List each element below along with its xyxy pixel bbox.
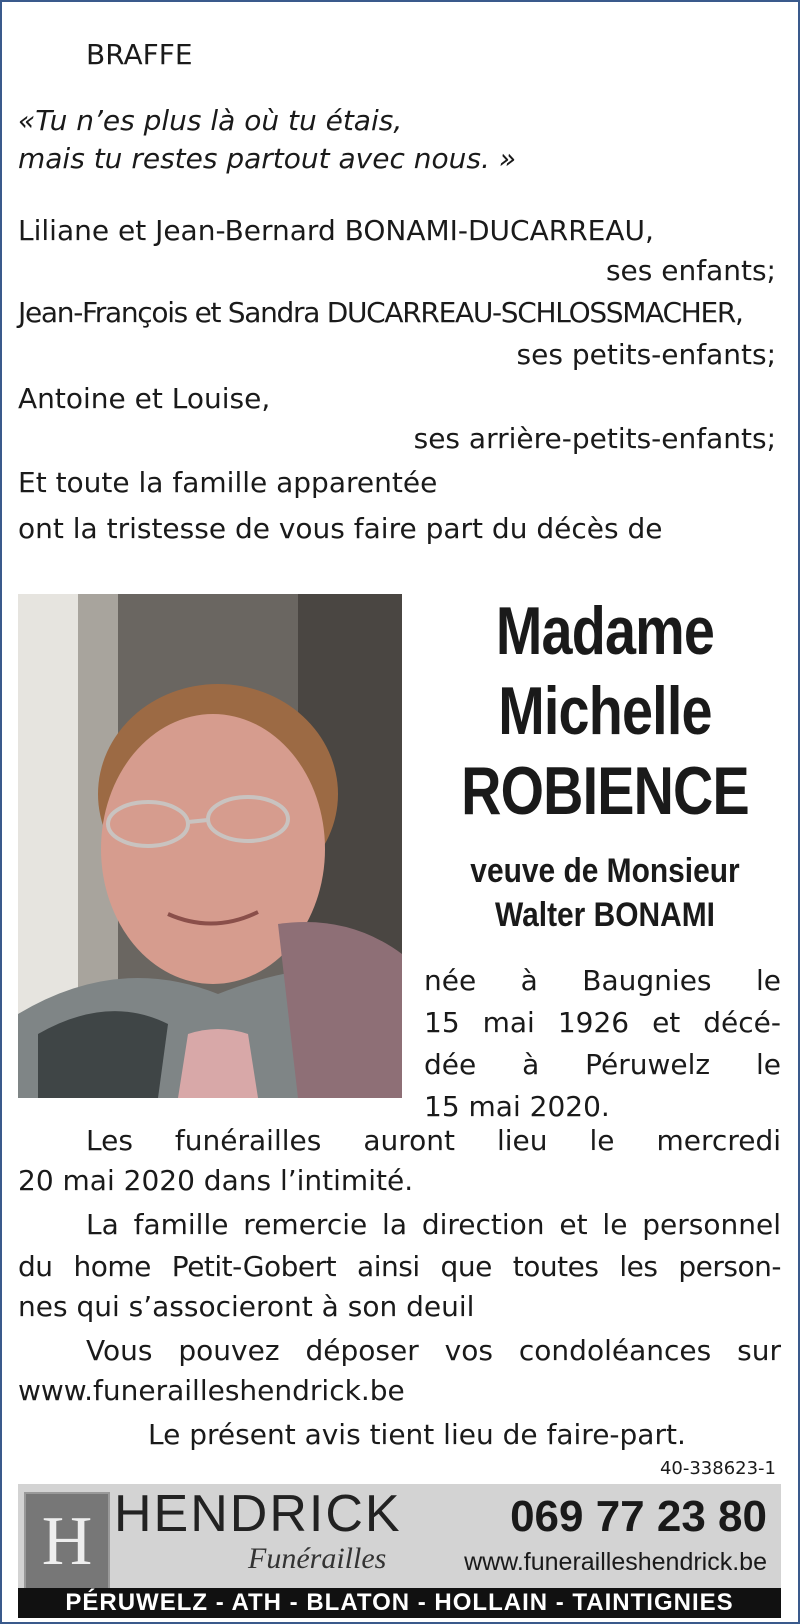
deceased-title: Madame — [495, 593, 715, 669]
birth-death-line-3: dée à Péruwelz le — [424, 1048, 781, 1081]
town-heading: BRAFFE — [86, 38, 193, 71]
family-relatives: Et toute la famille apparentée — [18, 466, 438, 499]
funeral-line-1: Les funérailles auront lieu le mercredi — [86, 1124, 781, 1157]
family-grandchildren: Jean-François et Sandra DUCARREAU-SCHLOSSMACHER, — [18, 296, 743, 329]
logo-letter: H — [41, 1503, 93, 1580]
reference-number: 40-338623-1 — [659, 1458, 776, 1479]
condolences-website-link[interactable]: www.funerailleshendrick.be — [18, 1374, 405, 1407]
birth-death-line-1: née à Baugnies le — [424, 964, 781, 997]
funeral-line-2: 20 mai 2020 dans l’intimité. — [18, 1164, 414, 1197]
footer-website-link[interactable]: www.funerailleshendrick.be — [464, 1548, 767, 1576]
widow-line-1: veuve de Monsieur — [470, 852, 740, 890]
family-great-grandchildren-role: ses arrière-petits-enfants; — [413, 422, 776, 455]
family-grandchildren-role: ses petits-enfants; — [516, 338, 776, 371]
quote-line-2: mais tu restes partout avec nous. » — [18, 142, 517, 175]
deceased-first-name: Michelle — [498, 673, 712, 749]
deceased-last-name: ROBIENCE — [461, 753, 749, 829]
locations-strip: PÉRUWELZ - ATH - BLATON - HOLLAIN - TAINTIGNIES — [18, 1588, 781, 1618]
family-great-grandchildren: Antoine et Louise, — [18, 382, 271, 415]
thanks-line-3: nes qui s’associeront à son deuil — [18, 1290, 475, 1323]
family-children-role: ses enfants; — [605, 254, 776, 287]
family-children: Liliane et Jean-Bernard BONAMI-DUCARREAU, — [18, 214, 654, 247]
announcement-line: ont la tristesse de vous faire part du décès de — [18, 512, 663, 545]
portrait-photo — [18, 594, 402, 1098]
thanks-line-1: La famille remercie la direction et le personnel — [86, 1208, 781, 1241]
birth-death-line-2: 15 mai 1926 et décé- — [424, 1006, 781, 1039]
phone-number[interactable]: 069 77 23 80 — [510, 1492, 767, 1541]
birth-death-line-4: 15 mai 2020. — [424, 1090, 610, 1123]
quote-line-1: «Tu n’es plus là où tu étais, — [18, 104, 403, 137]
company-subtitle: Funérailles — [248, 1542, 387, 1575]
thanks-line-2: du home Petit-Gobert ainsi que toutes les person- — [18, 1250, 781, 1283]
notice-text: Le présent avis tient lieu de faire-part. — [148, 1418, 686, 1451]
condolences-line-1: Vous pouvez déposer vos condoléances sur — [86, 1334, 781, 1367]
widow-line-2: Walter BONAMI — [495, 896, 715, 934]
company-name: HENDRICK — [114, 1485, 402, 1543]
hendrick-logo — [24, 1492, 110, 1592]
